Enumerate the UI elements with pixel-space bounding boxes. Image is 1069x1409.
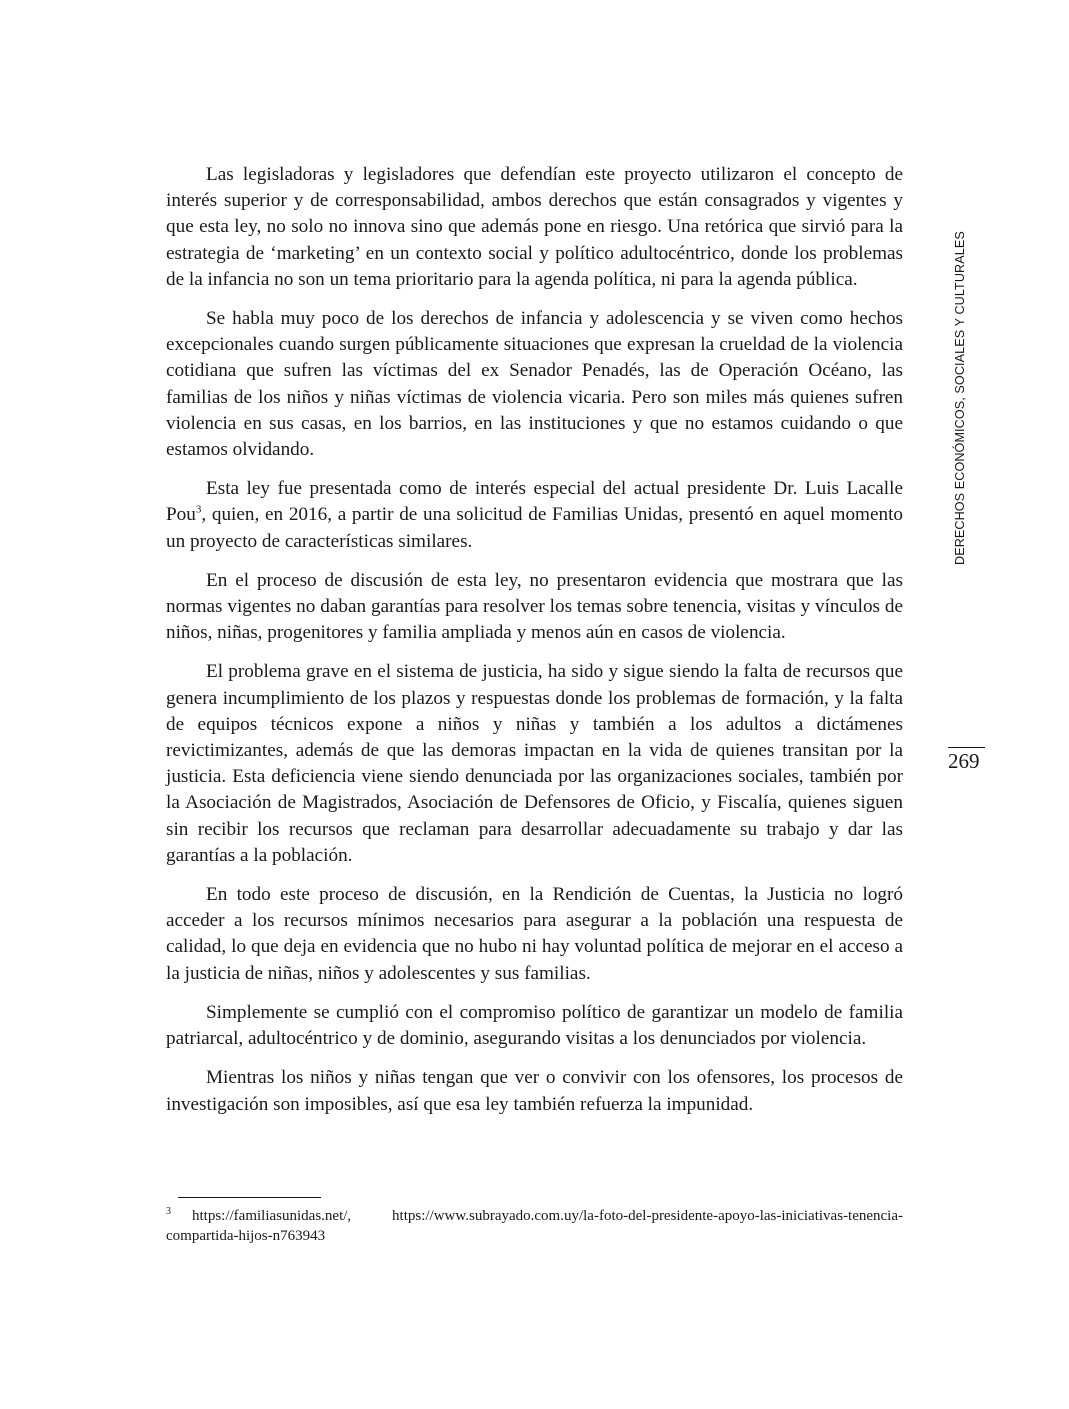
paragraph-1: Las legisladoras y legisladores que defendían este proyecto utilizaron el concepto de interés superior y de corresponsabilidad, ambos derechos que están consagrados y vigentes y que esta ley, no solo no innova sino que además pone en riesgo. Una retórica que sirvió para la estrategia de ‘marketing’ en un contexto social y político adultocéntrico, donde los problemas de la infancia no son un tema prioritario para la agenda política, ni para la agenda pública. bbox=[166, 164, 903, 290]
footnote-text[interactable]: https://familiasunidas.net/, https://www.subrayado.com.uy/la-foto-del-presidente-apoyo-las-iniciativas-tenencia-compartida-hijos-n763943 bbox=[166, 1208, 903, 1244]
paragraph-8: Mientras los niños y niñas tengan que ver o convivir con los ofensores, los procesos de investigación son imposibles, así que esa ley también refuerza la impunidad. bbox=[166, 1067, 903, 1115]
paragraph-2: Se habla muy poco de los derechos de infancia y adolescencia y se viven como hechos excepcionales cuando surgen públicamente situaciones que expresan la crueldad de la violencia cotidiana que sufren las víctimas del ex Senador Penadés, las de Operación Océano, las familias de los niños y niñas víctimas de violencia vicaria. Pero son miles más quienes sufren violencia en sus casas, en los barrios, en las instituciones y que no estamos cuidando o que estamos olvidando. bbox=[166, 308, 903, 461]
paragraph-6: En todo este proceso de discusión, en la Rendición de Cuentas, la Justicia no logró acceder a los recursos mínimos necesarios para asegurar a la población una respuesta de calidad, lo que deja en evidencia que no hubo ni hay voluntad política de mejorar en el acceso a la justicia de niñas, niños y adolescentes y sus familias. bbox=[166, 884, 903, 984]
footnote: 3 https://familiasunidas.net/, https://www.subrayado.com.uy/la-foto-del-presidente-apoyo-las-iniciativas-tenencia-compartida-hijos-n763943 bbox=[166, 1206, 903, 1244]
footnote-reference[interactable]: 3 bbox=[195, 504, 202, 517]
paragraph-7: Simplemente se cumplió con el compromiso político de garantizar un modelo de familia patriarcal, adultocéntrico y de dominio, asegurando visitas a los denunciados por violencia. bbox=[166, 1001, 903, 1050]
paragraph-3-text-before: Esta ley fue presentada como de interés especial del actual presidente Dr. Luis Lacalle Pou bbox=[166, 478, 903, 526]
paragraph-4: En el proceso de discusión de esta ley, no presentaron evidencia que mostrara que las normas vigentes no daban garantías para resolver los temas sobre tenencia, visitas y vínculos de niños, niñas, progenitores y familia ampliada y menos aún en casos de violencia. bbox=[166, 569, 903, 644]
running-head: DERECHOS ECONÓMICOS, SOCIALES Y CULTURALES bbox=[953, 231, 967, 565]
paragraph-3-text-after: , quien, en 2016, a partir de una solicitud de Familias Unidas, presentó en aquel momento un proyecto de características similares. bbox=[166, 504, 903, 552]
footnote-divider bbox=[178, 1197, 321, 1198]
paragraph-3 bbox=[166, 476, 903, 555]
body-text bbox=[166, 162, 903, 1131]
paragraph-5: El problema grave en el sistema de justicia, ha sido y sigue siendo la falta de recursos que genera incumplimiento de los plazos y respuestas donde los problemas de formación, y la falta de equipos técnicos expone a niños y niñas y también a los adultos a dictámenes revictimizantes, además de que las demoras impactan en la vida de quienes transitan por la justicia. Esta deficiencia viene siendo denunciada por las organizaciones sociales, también por la Asociación de Magistrados, Asociación de Defensores de Oficio, y Fiscalía, quienes siguen sin recibir los recursos que reclaman para desarrollar adecuadamente su trabajo y dar las garantías a la población. bbox=[166, 661, 903, 866]
page-number: 269 bbox=[948, 749, 980, 773]
